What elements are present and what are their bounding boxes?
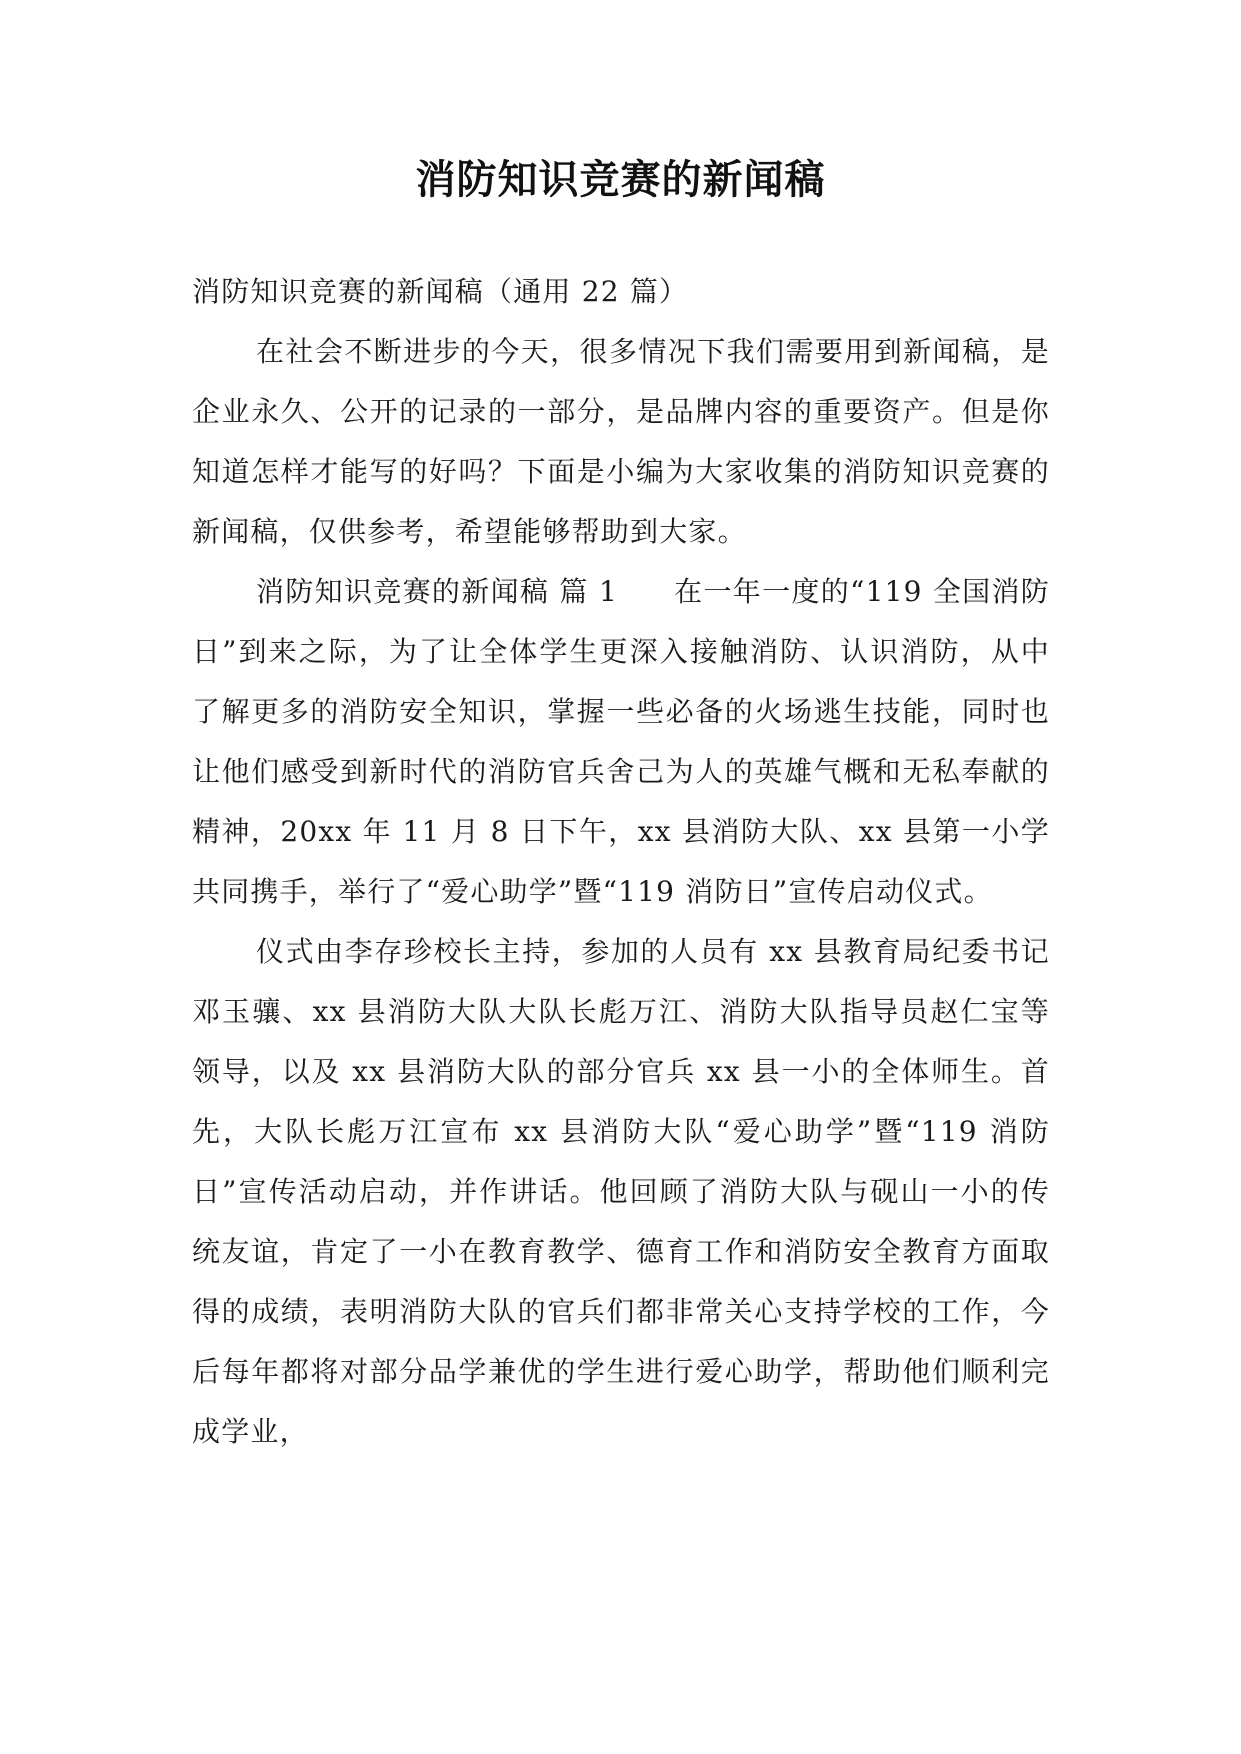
document-subtitle: 消防知识竞赛的新闻稿（通用 22 篇）: [192, 275, 689, 308]
section-1-paragraph: [192, 562, 1050, 922]
intro-paragraph: 在社会不断进步的今天，很多情况下我们需要用到新闻稿，是企业永久、公开的记录的一部分，是品牌内容的重要资产。但是你知道怎样才能写的好吗？下面是小编为大家收集的消防知识竞赛的新闻稿，仅供参考，希望能够帮助到大家。: [192, 335, 1050, 548]
document-body: [192, 262, 1050, 1462]
paragraph-2: 仪式由李存珍校长主持，参加的人员有 xx 县教育局纪委书记邓玉骧、xx 县消防大队大队长彪万江、消防大队指导员赵仁宝等领导，以及 xx 县消防大队的部分官兵 xx 县一小的全体师生。首先，大队长彪万江宣布 xx 县消防大队“爱心助学”暨“119 消防日”宣传活动启动，并作讲话。他回顾了消防大队与砚山一小的传统友谊，肯定了一小在教育教学、德育工作和消防安全教育方面取得的成绩，表明消防大队的官兵们都非常关心支持学校的工作，今后每年都将对部分品学兼优的学生进行爱心助学，帮助他们顺利完成学业，: [192, 935, 1050, 1448]
section-text: 在一年一度的“119 全国消防日”到来之际，为了让全体学生更深入接触消防、认识消防，从中了解更多的消防安全知识，掌握一些必备的火场逃生技能，同时也让他们感受到新时代的消防官兵舍己为人的英雄气概和无私奉献的精神，20xx 年 11 月 8 日下午，xx 县消防大队、xx 县第一小学共同携手，举行了“爱心助学”暨“119 消防日”宣传启动仪式。: [192, 575, 1050, 908]
document-title: 消防知识竞赛的新闻稿: [415, 157, 826, 203]
section-heading: 消防知识竞赛的新闻稿 篇 1: [256, 575, 618, 608]
